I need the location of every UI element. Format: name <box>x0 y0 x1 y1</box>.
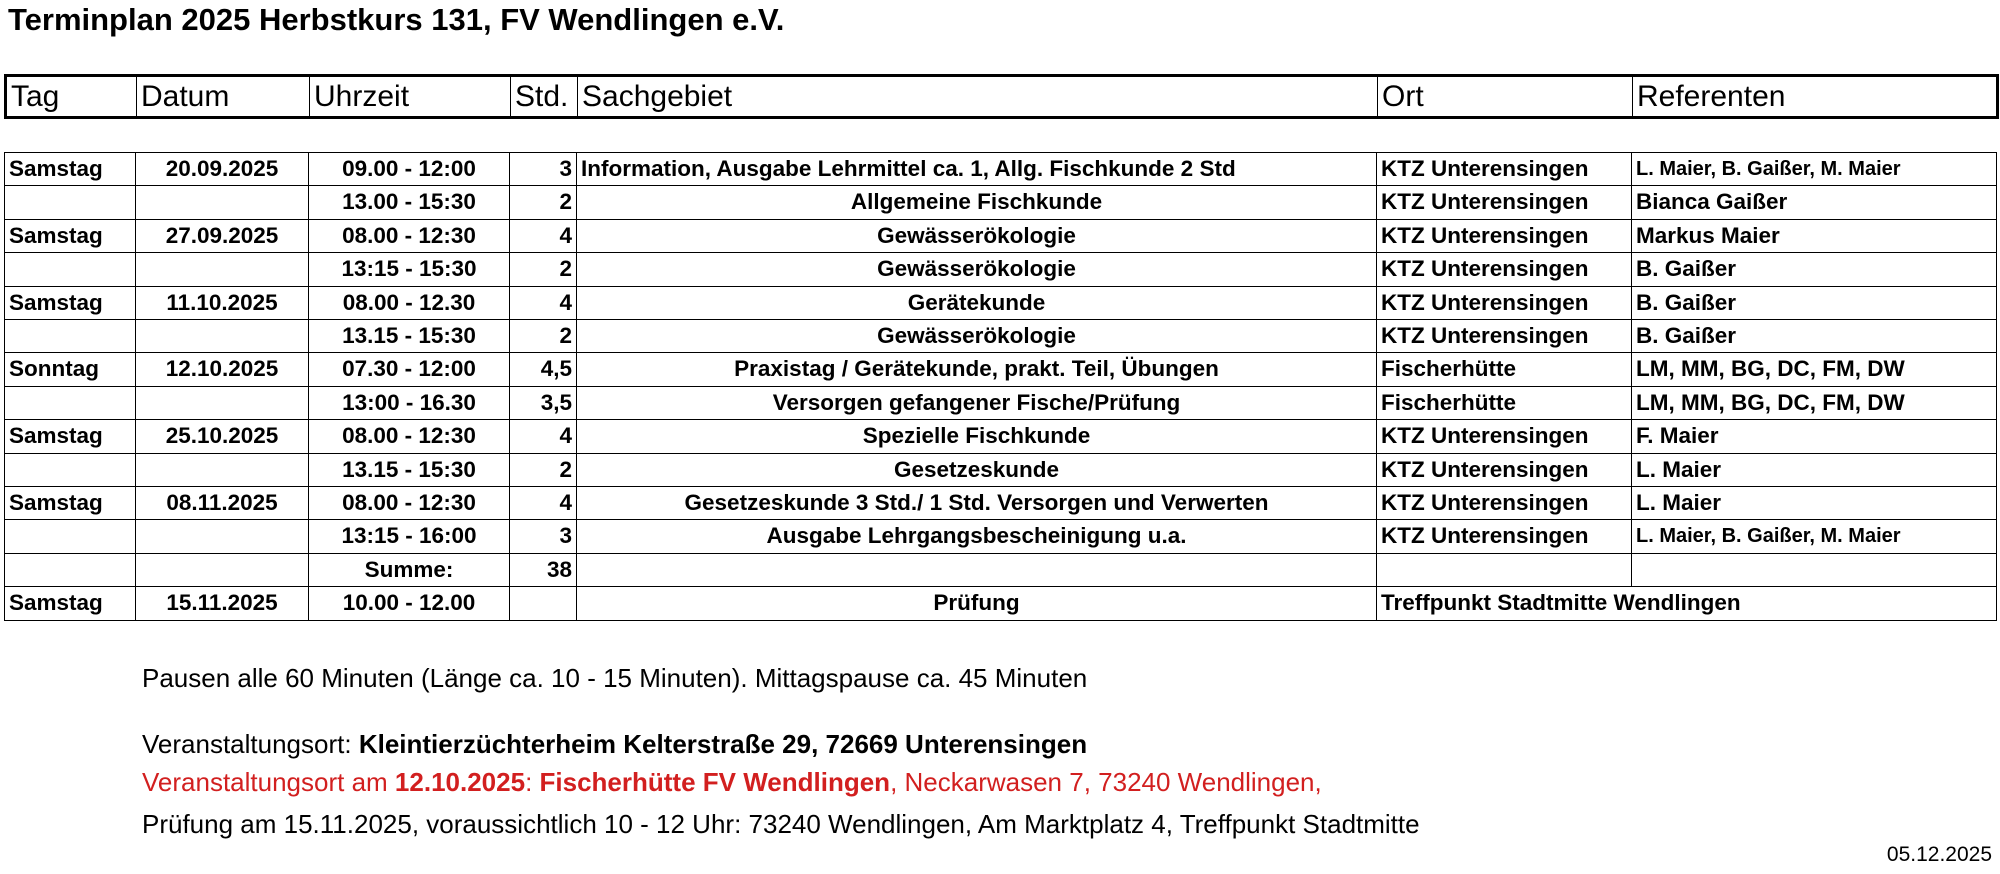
cell-uhrzeit: 08.00 - 12:30 <box>309 219 510 252</box>
table-row <box>5 453 1997 486</box>
cell-ort: Fischerhütte <box>1377 386 1632 419</box>
venue2-rest: , Neckarwasen 7, 73240 Wendlingen, <box>890 767 1322 797</box>
cell-referenten: B. Gaißer <box>1632 286 1997 319</box>
cell-uhrzeit: 13:00 - 16.30 <box>309 386 510 419</box>
cell-tag <box>5 253 136 286</box>
cell-std: 4 <box>510 420 577 453</box>
cell-std: 4 <box>510 219 577 252</box>
header-ort: Ort <box>1378 76 1633 118</box>
cell-ort: KTZ Unterensingen <box>1377 186 1632 219</box>
summe-value: 38 <box>510 553 577 586</box>
cell-uhrzeit: 09.00 - 12:00 <box>309 153 510 186</box>
cell-tag <box>5 520 136 553</box>
header-row <box>6 76 1998 118</box>
cell-referenten: LM, MM, BG, DC, FM, DW <box>1632 386 1997 419</box>
cell-uhrzeit: 13.15 - 15:30 <box>309 453 510 486</box>
cell-uhrzeit: 08.00 - 12.30 <box>309 286 510 319</box>
final-std <box>510 587 577 620</box>
cell-std: 3 <box>510 153 577 186</box>
cell-referenten: Markus Maier <box>1632 219 1997 252</box>
cell-sachgebiet: Information, Ausgabe Lehrmittel ca. 1, Allg. Fischkunde 2 Std <box>577 153 1377 186</box>
cell-datum: 20.09.2025 <box>136 153 309 186</box>
cell-tag: Samstag <box>5 153 136 186</box>
table-row <box>5 353 1997 386</box>
summe-ort-cell <box>1377 553 1632 586</box>
cell-sachgebiet: Versorgen gefangener Fische/Prüfung <box>577 386 1377 419</box>
cell-tag <box>5 453 136 486</box>
cell-uhrzeit: 08.00 - 12:30 <box>309 420 510 453</box>
cell-uhrzeit: 13.00 - 15:30 <box>309 186 510 219</box>
cell-sachgebiet: Gewässerökologie <box>577 219 1377 252</box>
cell-uhrzeit: 13:15 - 15:30 <box>309 253 510 286</box>
summe-label: Summe: <box>309 553 510 586</box>
cell-sachgebiet: Spezielle Fischkunde <box>577 420 1377 453</box>
cell-datum: 27.09.2025 <box>136 219 309 252</box>
header-uhrzeit: Uhrzeit <box>310 76 511 118</box>
cell-tag: Samstag <box>5 420 136 453</box>
cell-sachgebiet: Gesetzeskunde <box>577 453 1377 486</box>
cell-sachgebiet: Gewässerökologie <box>577 253 1377 286</box>
cell-ort: Fischerhütte <box>1377 353 1632 386</box>
final-uhrzeit: 10.00 - 12.00 <box>309 587 510 620</box>
cell-referenten: B. Gaißer <box>1632 253 1997 286</box>
cell-sachgebiet: Gewässerökologie <box>577 320 1377 353</box>
header-datum: Datum <box>137 76 310 118</box>
cell-tag: Samstag <box>5 286 136 319</box>
table-row <box>5 520 1997 553</box>
cell-datum <box>136 186 309 219</box>
table-row <box>5 153 1997 186</box>
cell-ort: KTZ Unterensingen <box>1377 286 1632 319</box>
cell-std: 3,5 <box>510 386 577 419</box>
cell-std: 2 <box>510 253 577 286</box>
cell-datum <box>136 320 309 353</box>
cell-referenten: B. Gaißer <box>1632 320 1997 353</box>
cell-sachgebiet: Gesetzeskunde 3 Std./ 1 Std. Versorgen und Verwerten <box>577 487 1377 520</box>
cell-tag <box>5 386 136 419</box>
cell-sachgebiet: Gerätekunde <box>577 286 1377 319</box>
cell-uhrzeit: 13.15 - 15:30 <box>309 320 510 353</box>
final-sachgebiet: Prüfung <box>577 587 1377 620</box>
cell-ort: KTZ Unterensingen <box>1377 420 1632 453</box>
summe-ref-cell <box>1632 553 1997 586</box>
cell-std: 4,5 <box>510 353 577 386</box>
cell-sachgebiet: Praxistag / Gerätekunde, prakt. Teil, Übungen <box>577 353 1377 386</box>
table-row <box>5 386 1997 419</box>
cell-uhrzeit: 08.00 - 12:30 <box>309 487 510 520</box>
cell-ort: KTZ Unterensingen <box>1377 219 1632 252</box>
venue2-colon: : <box>525 767 540 797</box>
header-table <box>4 74 1999 119</box>
cell-sachgebiet: Ausgabe Lehrgangsbescheinigung u.a. <box>577 520 1377 553</box>
cell-datum <box>136 520 309 553</box>
cell-datum: 12.10.2025 <box>136 353 309 386</box>
cell-std: 4 <box>510 487 577 520</box>
cell-datum: 11.10.2025 <box>136 286 309 319</box>
cell-std: 2 <box>510 186 577 219</box>
final-ort: Treffpunkt Stadtmitte Wendlingen <box>1377 587 1632 620</box>
cell-ort: KTZ Unterensingen <box>1377 320 1632 353</box>
venue2-line <box>142 767 1322 798</box>
cell-tag <box>5 320 136 353</box>
summe-row <box>5 553 1997 586</box>
cell-tag <box>5 186 136 219</box>
cell-std: 3 <box>510 520 577 553</box>
cell-std: 2 <box>510 320 577 353</box>
cell-tag: Samstag <box>5 487 136 520</box>
cell-tag: Samstag <box>5 219 136 252</box>
table-row <box>5 253 1997 286</box>
final-row <box>5 587 1997 620</box>
cell-std: 2 <box>510 453 577 486</box>
header-tag: Tag <box>11 80 60 113</box>
table-row <box>5 420 1997 453</box>
cell-uhrzeit: 13:15 - 16:00 <box>309 520 510 553</box>
pruefung-note: Prüfung am 15.11.2025, voraussichtlich 10 - 12 Uhr: 73240 Wendlingen, Am Marktplatz 4, Treffpunkt Stadtmitte <box>142 809 1420 839</box>
cell-ort: KTZ Unterensingen <box>1377 520 1632 553</box>
cell-datum <box>136 253 309 286</box>
table-row <box>5 219 1997 252</box>
document-date: 05.12.2025 <box>1886 843 1992 866</box>
pausen-note: Pausen alle 60 Minuten (Länge ca. 10 - 15 Minuten). Mittagspause ca. 45 Minuten <box>142 663 1088 693</box>
venue2-prefix: Veranstaltungsort am <box>142 767 395 797</box>
cell-tag: Sonntag <box>5 353 136 386</box>
cell-ort: KTZ Unterensingen <box>1377 487 1632 520</box>
final-datum: 15.11.2025 <box>136 587 309 620</box>
cell-referenten: L. Maier, B. Gaißer, M. Maier <box>1632 520 1997 553</box>
table-row <box>5 186 1997 219</box>
table-row <box>5 320 1997 353</box>
venue-line <box>142 729 1087 760</box>
cell-datum <box>136 386 309 419</box>
table-row <box>5 487 1997 520</box>
document-title: Terminplan 2025 Herbstkurs 131, FV Wendlingen e.V. <box>8 2 785 37</box>
cell-referenten: Bianca Gaißer <box>1632 186 1997 219</box>
summe-datum-cell <box>136 553 309 586</box>
cell-ort: KTZ Unterensingen <box>1377 253 1632 286</box>
cell-std: 4 <box>510 286 577 319</box>
summe-sachgebiet-cell <box>577 553 1377 586</box>
cell-ort: KTZ Unterensingen <box>1377 453 1632 486</box>
header-referenten: Referenten <box>1633 76 1998 118</box>
table-row <box>5 286 1997 319</box>
venue-label: Veranstaltungsort: <box>142 729 352 759</box>
cell-referenten: L. Maier <box>1632 487 1997 520</box>
cell-datum: 08.11.2025 <box>136 487 309 520</box>
header-std: Std. <box>511 76 578 118</box>
final-tag: Samstag <box>5 587 136 620</box>
summe-tag-cell <box>5 553 136 586</box>
venue2-date: 12.10.2025 <box>394 767 526 797</box>
venue-value: Kleintierzüchterheim Kelterstraße 29, 72669 Unterensingen <box>358 729 1088 759</box>
cell-referenten: F. Maier <box>1632 420 1997 453</box>
schedule-table <box>4 152 1997 621</box>
cell-sachgebiet: Allgemeine Fischkunde <box>577 186 1377 219</box>
cell-datum: 25.10.2025 <box>136 420 309 453</box>
venue2-place: Fischerhütte FV Wendlingen <box>539 767 891 797</box>
cell-ort: KTZ Unterensingen <box>1377 153 1632 186</box>
cell-uhrzeit: 07.30 - 12:00 <box>309 353 510 386</box>
cell-referenten: L. Maier, B. Gaißer, M. Maier <box>1632 153 1997 186</box>
cell-referenten: L. Maier <box>1632 453 1997 486</box>
cell-datum <box>136 453 309 486</box>
header-sachgebiet: Sachgebiet <box>578 76 1378 118</box>
cell-referenten: LM, MM, BG, DC, FM, DW <box>1632 353 1997 386</box>
